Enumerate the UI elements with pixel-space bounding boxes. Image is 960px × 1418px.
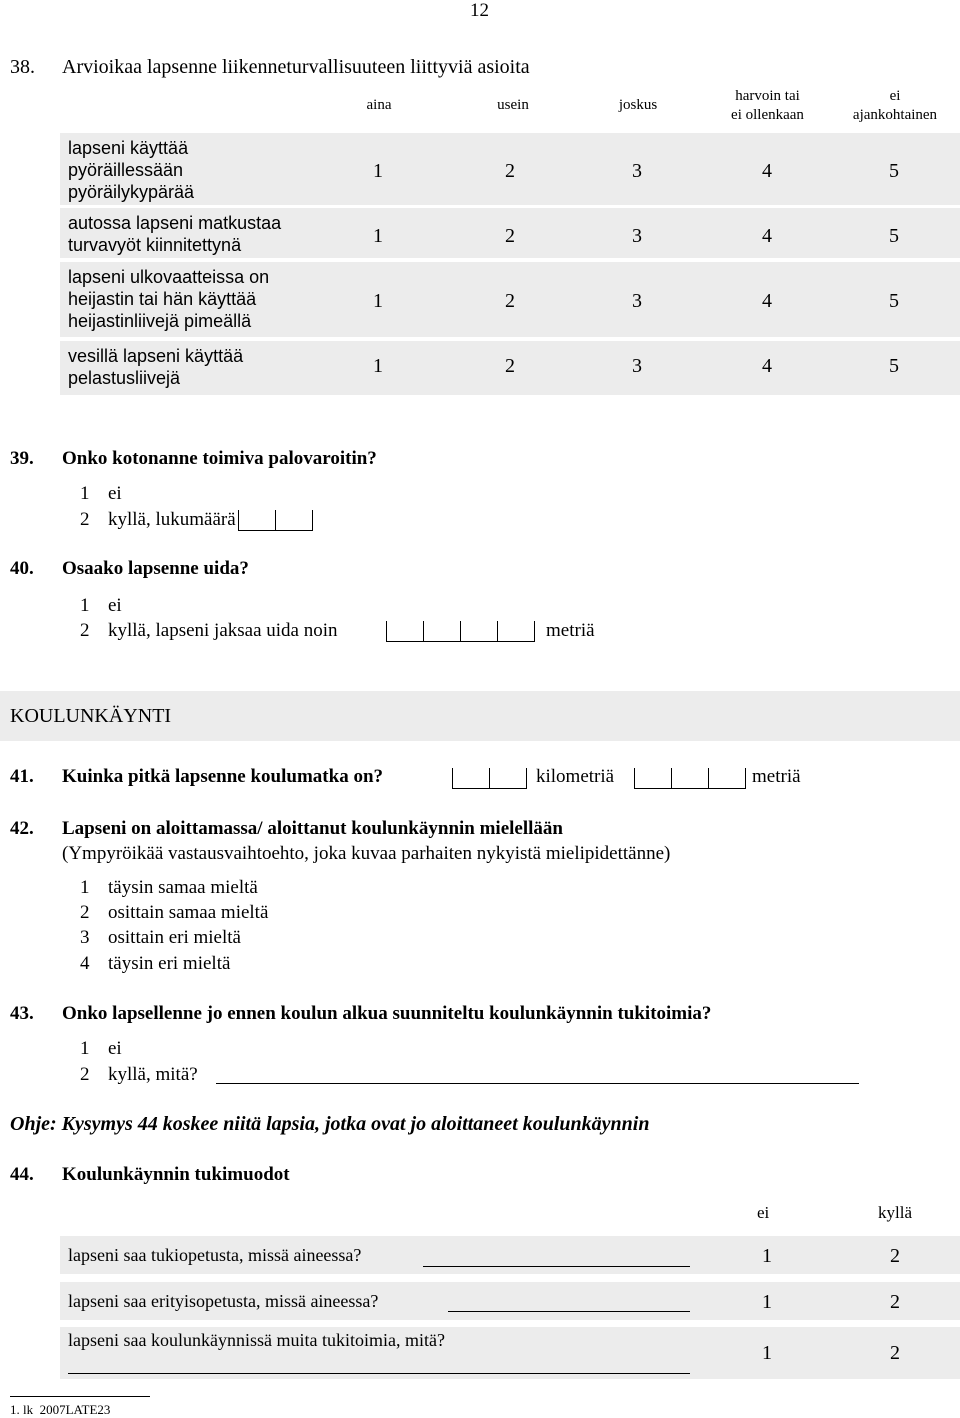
q44-col-ei: ei	[757, 1203, 770, 1222]
q38-scale: 1 2 3 4 5	[373, 355, 899, 377]
page-number: 12	[470, 0, 489, 21]
q42-option: 4 täysin eri mieltä	[80, 953, 231, 974]
q41-number: 41.	[10, 766, 34, 787]
footer-code: 1. lk 2007LATE23	[10, 1402, 111, 1417]
col-harvoin: harvoin tai	[735, 88, 800, 104]
q38-row-label: lapseni ulkovaatteissa on heijastin tai hän käyttää heijastinliivejä pimeällä	[68, 267, 270, 331]
q38-row-label: autossa lapseni matkustaa turvavyöt kiinnitettynä	[68, 213, 282, 255]
col-joskus: joskus	[618, 97, 658, 113]
q44-value-ei: 1	[762, 1342, 772, 1364]
q44-row-label: lapseni saa koulunkäynnissä muita tukitoimia, mitä?	[68, 1330, 445, 1350]
col-ei-ollenkaan: ei ollenkaan	[731, 107, 804, 123]
q44-value-kylla: 2	[890, 1245, 900, 1267]
q40-title: Osaako lapsenne uida?	[62, 558, 249, 579]
q38-row-label: lapseni käyttää pyöräillessään pyöräilykypärää	[68, 138, 195, 202]
q39-title: Onko kotonanne toimiva palovaroitin?	[62, 448, 377, 469]
section-header: KOULUNKÄYNTI	[10, 705, 172, 727]
q44-value-kylla: 2	[890, 1342, 900, 1364]
q40-option-2: 2 kyllä, lapseni jaksaa uida noin	[80, 620, 338, 641]
q44-title: Koulunkäynnin tukimuodot	[62, 1164, 290, 1185]
q38-scale: 1 2 3 4 5	[373, 290, 899, 312]
q44-row-label: lapseni saa erityisopetusta, missä aineessa?	[68, 1291, 379, 1311]
q44-col-kylla: kyllä	[878, 1203, 912, 1222]
q39-option-2: 2 kyllä, lukumäärä	[80, 509, 236, 530]
q42-instruction: (Ympyröikää vastausvaihtoehto, joka kuvaa parhaiten nykyistä mielipidettänne)	[62, 843, 671, 864]
q38-scale: 1 2 3 4 5	[373, 160, 899, 182]
q40-number: 40.	[10, 558, 34, 579]
q44-value-ei: 1	[762, 1291, 772, 1313]
q38-number: 38.	[10, 56, 35, 78]
col-ajankohtainen: ajankohtainen	[852, 107, 938, 123]
q40-option-1: 1 ei	[80, 595, 122, 616]
q42-number: 42.	[10, 818, 34, 839]
q39-count-boxes[interactable]	[238, 510, 313, 533]
q38-row-label: vesillä lapseni käyttää pelastusliivejä	[68, 346, 244, 388]
q39-option-1: 1 ei	[80, 483, 122, 504]
q42-option: 1 täysin samaa mieltä	[80, 877, 258, 898]
q44-answer-line[interactable]	[448, 1311, 690, 1312]
footer-rule	[10, 1396, 150, 1397]
q44-answer-line[interactable]	[68, 1373, 690, 1374]
instruction-note: Ohje: Kysymys 44 koskee niitä lapsia, jotka ovat jo aloittaneet koulunkäynnin	[10, 1113, 650, 1135]
q43-option-1: 1 ei	[80, 1038, 122, 1059]
q38-scale: 1 2 3 4 5	[373, 225, 899, 247]
q43-option-2: 2 kyllä, mitä?	[80, 1064, 198, 1085]
q43-number: 43.	[10, 1003, 34, 1024]
q41-unit-m: metriä	[752, 766, 801, 787]
q44-value-ei: 1	[762, 1245, 772, 1267]
q41-km-boxes[interactable]	[452, 768, 527, 791]
q42-option: 3 osittain eri mieltä	[80, 927, 241, 948]
q42-option: 2 osittain samaa mieltä	[80, 902, 269, 923]
q40-distance-boxes[interactable]	[386, 621, 535, 644]
q38-title: Arvioikaa lapsenne liikenneturvallisuuteen liittyviä asioita	[62, 56, 530, 78]
q41-title: Kuinka pitkä lapsenne koulumatka on?	[62, 766, 384, 787]
q40-unit: metriä	[546, 620, 595, 641]
q41-unit-km: kilometriä	[536, 766, 615, 787]
q44-value-kylla: 2	[890, 1291, 900, 1313]
q42-title: Lapseni on aloittamassa/ aloittanut koulunkäynnin mielellään	[62, 818, 563, 839]
col-usein: usein	[497, 97, 529, 113]
q44-number: 44.	[10, 1164, 34, 1185]
q39-number: 39.	[10, 448, 34, 469]
q44-answer-line[interactable]	[423, 1266, 690, 1267]
q43-title: Onko lapsellenne jo ennen koulun alkua suunniteltu koulunkäynnin tukitoimia?	[62, 1003, 712, 1024]
col-aina: aina	[366, 97, 392, 113]
q43-answer-line[interactable]	[216, 1083, 859, 1084]
q44-row-label: lapseni saa tukiopetusta, missä aineessa?	[68, 1245, 362, 1265]
col-ei: ei	[889, 88, 901, 104]
q41-m-boxes[interactable]	[634, 768, 746, 791]
